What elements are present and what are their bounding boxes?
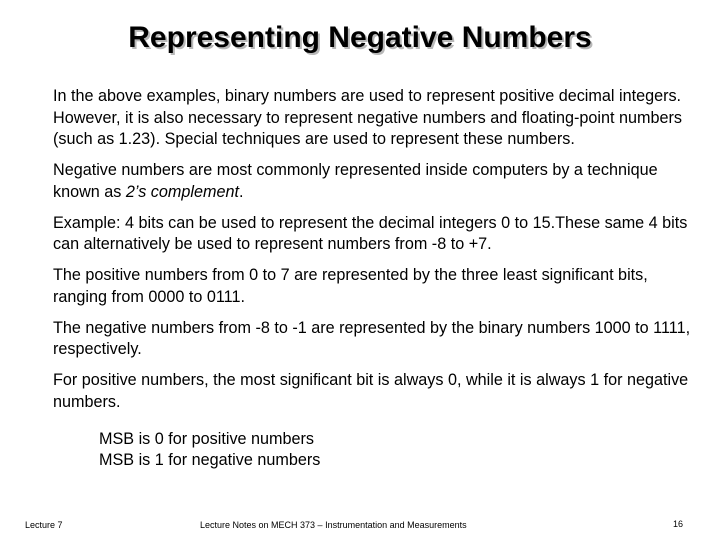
footer-lecture-number: Lecture 7 <box>25 520 63 530</box>
twos-complement-term: 2’s complement <box>125 182 239 201</box>
paragraph-example-4-bits: Example: 4 bits can be used to represent the decimal integers 0 to 15.These same 4 bits can alternatively be used to represent numbers from -8 to +7. <box>53 213 688 253</box>
paragraph-representation-intro: In the above examples, binary numbers are used to represent positive decimal integers. However, it is also necessary to represent negative numbers and floating-point numbers (such as 1.23). Special techniques are used to represent these numbers. <box>53 87 682 148</box>
twos-complement-text: Negative numbers are most commonly represented inside computers by a technique known as <box>53 161 658 201</box>
paragraph-negative-numbers: The negative numbers from -8 to -1 are represented by the binary numbers 1000 to 1111, respectively. <box>53 318 691 358</box>
msb-positive-point: MSB is 0 for positive numbers <box>99 429 315 448</box>
msb-negative-point: MSB is 1 for negative numbers <box>99 451 321 469</box>
twos-complement-period: . <box>238 182 244 201</box>
paragraph-positive-numbers: The positive numbers from 0 to 7 are represented by the three least significant bits, ranging from 0000 to 0111. <box>53 266 648 306</box>
footer-page-number: 16 <box>673 519 684 529</box>
paragraph-msb-rule: For positive numbers, the most significant bit is always 0, while it is always 1 for negative numbers. <box>53 371 689 411</box>
slide-title: Representing Negative Numbers <box>128 21 592 54</box>
slide-body <box>53 86 703 472</box>
footer-course-title: Lecture Notes on MECH 373 – Instrumentation and Measurements <box>200 520 467 530</box>
paragraph-twos-complement <box>53 160 703 203</box>
